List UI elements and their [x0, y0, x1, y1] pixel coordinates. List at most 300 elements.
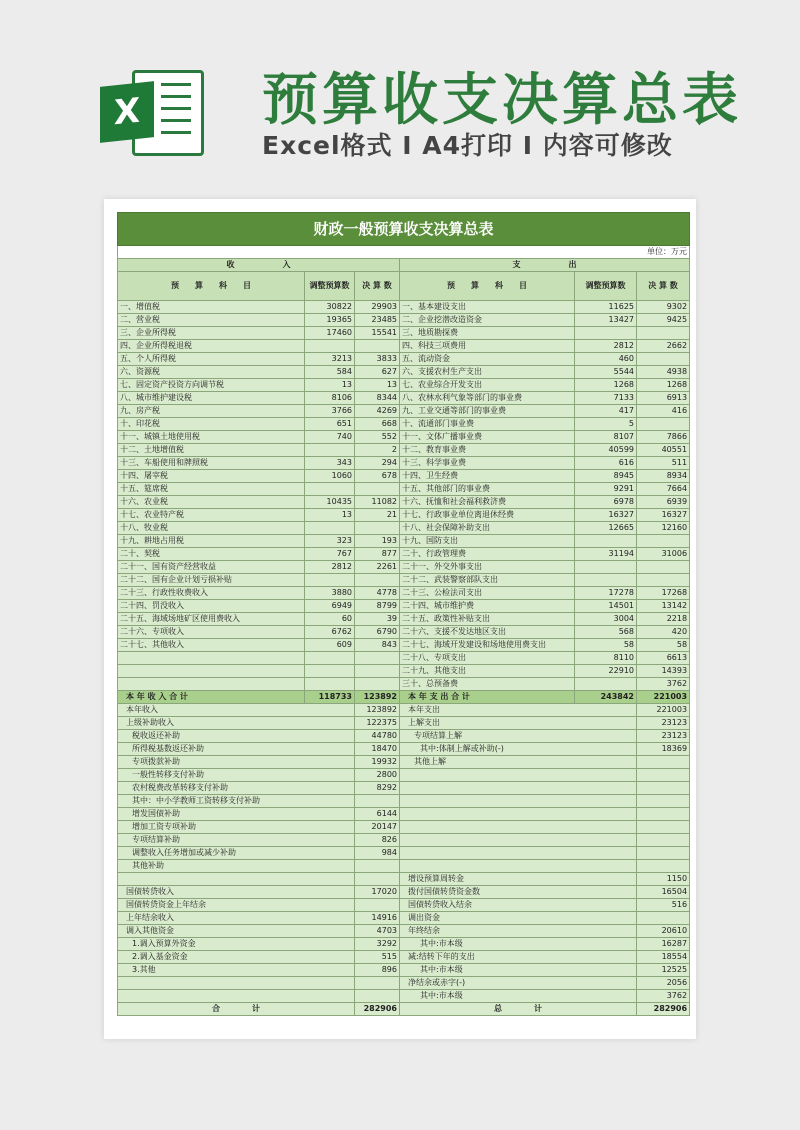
expense-amount: 20610 [637, 925, 690, 938]
expense-final: 1268 [637, 379, 690, 392]
income-item: 本年收入 [118, 704, 355, 717]
income-total-adjusted: 118733 [305, 691, 355, 704]
income-final: 877 [355, 548, 400, 561]
income-final: 8799 [355, 600, 400, 613]
expense-adjusted-header: 调整预算数 [575, 272, 637, 301]
expense-final: 31006 [637, 548, 690, 561]
income-item: 专项结算补助 [118, 834, 355, 847]
table-row [118, 522, 690, 535]
expense-subject: 十、流通部门事业费 [400, 418, 575, 431]
income-amount: 896 [355, 964, 400, 977]
table-row [118, 626, 690, 639]
expense-amount [637, 847, 690, 860]
table-row [118, 912, 690, 925]
table-row [118, 886, 690, 899]
expense-adjusted: 9291 [575, 483, 637, 496]
income-subject: 七、固定资产投资方向调节税 [118, 379, 305, 392]
expense-item [400, 808, 637, 821]
banner-subtitle: Excel格式 I A4打印 I 内容可修改 [262, 131, 673, 160]
expense-amount: 516 [637, 899, 690, 912]
income-subject [118, 652, 305, 665]
income-amount: 3292 [355, 938, 400, 951]
income-amount: 515 [355, 951, 400, 964]
income-item: 调入其他资金 [118, 925, 355, 938]
expense-final: 420 [637, 626, 690, 639]
expense-adjusted: 3004 [575, 613, 637, 626]
table-row [118, 314, 690, 327]
table-row [118, 951, 690, 964]
table-row [118, 431, 690, 444]
income-subject: 一、增值税 [118, 301, 305, 314]
income-grand-total: 282906 [355, 1003, 400, 1016]
expense-final-header: 决 算 数 [637, 272, 690, 301]
expense-amount: 221003 [637, 704, 690, 717]
expense-final: 6939 [637, 496, 690, 509]
income-amount: 123892 [355, 704, 400, 717]
income-item: 税收返还补助 [118, 730, 355, 743]
income-final [355, 678, 400, 691]
income-adjusted: 323 [305, 535, 355, 548]
budget-table-wrapper [117, 212, 689, 1016]
income-amount: 8292 [355, 782, 400, 795]
table-row [118, 938, 690, 951]
table-row [118, 379, 690, 392]
table-row [118, 639, 690, 652]
expense-amount [637, 795, 690, 808]
income-amount [355, 990, 400, 1003]
income-final [355, 665, 400, 678]
income-amount: 984 [355, 847, 400, 860]
income-subject: 十八、牧业税 [118, 522, 305, 535]
expense-final: 9302 [637, 301, 690, 314]
income-final: 39 [355, 613, 400, 626]
expense-item: 年终结余 [400, 925, 637, 938]
expense-final: 13142 [637, 600, 690, 613]
expense-subject: 三十、总预备费 [400, 678, 575, 691]
expense-adjusted [575, 327, 637, 340]
table-row [118, 899, 690, 912]
expense-item [400, 795, 637, 808]
expense-item: 其中:市本级 [400, 964, 637, 977]
income-final [355, 652, 400, 665]
expense-subject-header: 预 算 科 目 [400, 272, 575, 301]
table-row [118, 977, 690, 990]
expense-final: 58 [637, 639, 690, 652]
income-item: 1.调入预算外资金 [118, 938, 355, 951]
income-subject: 十四、屠宰税 [118, 470, 305, 483]
income-amount: 18470 [355, 743, 400, 756]
expense-final: 9425 [637, 314, 690, 327]
table-row [118, 665, 690, 678]
expense-adjusted [575, 561, 637, 574]
section-header-row [118, 259, 690, 272]
expense-adjusted [575, 678, 637, 691]
table-row [118, 652, 690, 665]
table-row [118, 509, 690, 522]
table-row [118, 483, 690, 496]
expense-subject: 二十四、城市维护费 [400, 600, 575, 613]
income-adjusted: 767 [305, 548, 355, 561]
income-adjusted: 30822 [305, 301, 355, 314]
income-amount [355, 860, 400, 873]
income-final: 678 [355, 470, 400, 483]
income-amount: 122375 [355, 717, 400, 730]
expense-amount: 2056 [637, 977, 690, 990]
expense-subject: 十四、卫生经费 [400, 470, 575, 483]
expense-grand-label: 总 计 [400, 1003, 637, 1016]
income-adjusted: 651 [305, 418, 355, 431]
banner-title: 预算收支决算总表 [262, 68, 742, 133]
income-final: 843 [355, 639, 400, 652]
expense-amount [637, 769, 690, 782]
income-amount: 20147 [355, 821, 400, 834]
income-adjusted [305, 483, 355, 496]
income-subject: 十二、土地增值税 [118, 444, 305, 457]
table-row [118, 925, 690, 938]
income-subject: 二十六、专项收入 [118, 626, 305, 639]
expense-final: 2218 [637, 613, 690, 626]
expense-amount [637, 834, 690, 847]
expense-item: 其中:体制上解或补助(-) [400, 743, 637, 756]
table-row [118, 847, 690, 860]
expense-amount: 1150 [637, 873, 690, 886]
expense-subject: 二十七、海域开发建设和场地使用费支出 [400, 639, 575, 652]
expense-subject: 二、企业挖潜改造资金 [400, 314, 575, 327]
expense-adjusted: 16327 [575, 509, 637, 522]
income-item [118, 977, 355, 990]
expense-subject: 八、农林水利气象等部门的事业费 [400, 392, 575, 405]
expense-adjusted: 14501 [575, 600, 637, 613]
income-final: 4778 [355, 587, 400, 600]
income-final: 6790 [355, 626, 400, 639]
table-row [118, 808, 690, 821]
expense-final: 6913 [637, 392, 690, 405]
income-subject: 十六、农业税 [118, 496, 305, 509]
table-row [118, 613, 690, 626]
expense-subject: 二十、行政管理费 [400, 548, 575, 561]
income-final [355, 483, 400, 496]
income-adjusted: 8106 [305, 392, 355, 405]
income-amount: 2800 [355, 769, 400, 782]
income-item: 国债转贷收入 [118, 886, 355, 899]
expense-adjusted: 5544 [575, 366, 637, 379]
income-final: 627 [355, 366, 400, 379]
income-adjusted [305, 678, 355, 691]
expense-item: 上解支出 [400, 717, 637, 730]
table-row [118, 873, 690, 886]
income-subject: 四、企业所得税退税 [118, 340, 305, 353]
income-adjusted: 2812 [305, 561, 355, 574]
table-row [118, 392, 690, 405]
income-adjusted: 10435 [305, 496, 355, 509]
income-total-label: 本 年 收 入 合 计 [118, 691, 305, 704]
expense-final [637, 574, 690, 587]
income-subject [118, 665, 305, 678]
banner [0, 0, 800, 190]
income-final-header: 决 算 数 [355, 272, 400, 301]
income-item [118, 873, 355, 886]
income-item: 增发国债补助 [118, 808, 355, 821]
expense-subject: 四、科技三项费用 [400, 340, 575, 353]
table-row [118, 470, 690, 483]
expense-item: 其他上解 [400, 756, 637, 769]
expense-final [637, 327, 690, 340]
table-row [118, 730, 690, 743]
income-final: 2 [355, 444, 400, 457]
expense-adjusted: 58 [575, 639, 637, 652]
income-final: 294 [355, 457, 400, 470]
expense-item [400, 860, 637, 873]
income-final: 2261 [355, 561, 400, 574]
income-item: 调整收入任务增加或减少补助 [118, 847, 355, 860]
table-row [118, 587, 690, 600]
income-subject: 二十一、国有资产经营收益 [118, 561, 305, 574]
income-adjusted: 6762 [305, 626, 355, 639]
expense-subject: 十五、其他部门的事业费 [400, 483, 575, 496]
table-row [118, 327, 690, 340]
expense-amount [637, 821, 690, 834]
income-item: 其他补助 [118, 860, 355, 873]
income-adjusted: 584 [305, 366, 355, 379]
income-item: 一般性转移支付补助 [118, 769, 355, 782]
income-subject: 十一、城镇土地使用税 [118, 431, 305, 444]
expense-subject: 二十二、武装警察部队支出 [400, 574, 575, 587]
expense-final: 7664 [637, 483, 690, 496]
income-final: 23485 [355, 314, 400, 327]
expense-subject: 二十一、外交外事支出 [400, 561, 575, 574]
income-total-final: 123892 [355, 691, 400, 704]
expense-amount: 23123 [637, 730, 690, 743]
income-final: 21 [355, 509, 400, 522]
income-final: 13 [355, 379, 400, 392]
budget-table [117, 212, 690, 1016]
income-adjusted [305, 652, 355, 665]
expense-final [637, 561, 690, 574]
income-adjusted: 740 [305, 431, 355, 444]
expense-item [400, 782, 637, 795]
expense-adjusted: 8945 [575, 470, 637, 483]
expense-amount [637, 808, 690, 821]
table-row [118, 769, 690, 782]
income-final [355, 522, 400, 535]
income-item: 农村税费改革转移支付补助 [118, 782, 355, 795]
income-adjusted [305, 522, 355, 535]
table-row [118, 743, 690, 756]
expense-item: 本年支出 [400, 704, 637, 717]
expense-final: 17268 [637, 587, 690, 600]
income-item: 所得税基数返还补助 [118, 743, 355, 756]
income-adjusted [305, 574, 355, 587]
expense-amount [637, 912, 690, 925]
expense-adjusted: 5 [575, 418, 637, 431]
income-adjusted: 13 [305, 509, 355, 522]
income-subject: 六、资源税 [118, 366, 305, 379]
income-amount [355, 977, 400, 990]
expense-adjusted: 8110 [575, 652, 637, 665]
income-item: 增加工资专项补助 [118, 821, 355, 834]
expense-amount: 16287 [637, 938, 690, 951]
income-item: 上年结余收入 [118, 912, 355, 925]
income-item: 2.调入基金资金 [118, 951, 355, 964]
income-amount [355, 795, 400, 808]
income-final: 8344 [355, 392, 400, 405]
income-subject: 二、营业税 [118, 314, 305, 327]
expense-final: 12160 [637, 522, 690, 535]
expense-adjusted: 22910 [575, 665, 637, 678]
expense-final [637, 353, 690, 366]
expense-amount [637, 860, 690, 873]
table-row [118, 457, 690, 470]
income-adjusted: 60 [305, 613, 355, 626]
column-header-row [118, 272, 690, 301]
expense-item [400, 847, 637, 860]
income-adjusted: 13 [305, 379, 355, 392]
expense-subject: 二十八、专项支出 [400, 652, 575, 665]
income-final: 668 [355, 418, 400, 431]
table-row [118, 990, 690, 1003]
expense-item: 其中:市本级 [400, 938, 637, 951]
table-row [118, 964, 690, 977]
income-adjusted: 17460 [305, 327, 355, 340]
expense-adjusted: 8107 [575, 431, 637, 444]
income-final: 193 [355, 535, 400, 548]
income-subject: 十七、农业特产税 [118, 509, 305, 522]
expense-total-label: 本 年 支 出 合 计 [400, 691, 575, 704]
expense-subject: 二十三、公检法司支出 [400, 587, 575, 600]
expense-final: 3762 [637, 678, 690, 691]
income-final: 29903 [355, 301, 400, 314]
expense-subject: 二十五、政策性补贴支出 [400, 613, 575, 626]
income-subject: 二十四、罚没收入 [118, 600, 305, 613]
expense-amount: 18554 [637, 951, 690, 964]
income-subject: 十九、耕地占用税 [118, 535, 305, 548]
expense-item: 专项结算上解 [400, 730, 637, 743]
table-row [118, 834, 690, 847]
income-adjusted [305, 444, 355, 457]
excel-logo-icon [100, 62, 206, 158]
table-title: 财政一般预算收支决算总表 [118, 213, 690, 246]
income-adjusted: 609 [305, 639, 355, 652]
income-final: 15541 [355, 327, 400, 340]
income-amount: 6144 [355, 808, 400, 821]
expense-item: 增设预算周转金 [400, 873, 637, 886]
expense-adjusted: 11625 [575, 301, 637, 314]
expense-item: 净结余或赤字(-) [400, 977, 637, 990]
expense-final [637, 535, 690, 548]
expense-final: 2662 [637, 340, 690, 353]
table-row [118, 418, 690, 431]
expense-subject: 十六、抚恤和社会福利救济费 [400, 496, 575, 509]
expense-adjusted: 31194 [575, 548, 637, 561]
expense-amount: 3762 [637, 990, 690, 1003]
income-subject: 十、印花税 [118, 418, 305, 431]
expense-subject: 二十九、其他支出 [400, 665, 575, 678]
income-adjusted: 343 [305, 457, 355, 470]
expense-adjusted: 417 [575, 405, 637, 418]
income-subject: 二十七、其他收入 [118, 639, 305, 652]
expense-item: 减:结转下年的支出 [400, 951, 637, 964]
table-row [118, 548, 690, 561]
expense-adjusted: 1268 [575, 379, 637, 392]
total-row [118, 691, 690, 704]
income-amount [355, 899, 400, 912]
income-amount: 826 [355, 834, 400, 847]
income-subject: 八、城市维护建设税 [118, 392, 305, 405]
income-item [118, 990, 355, 1003]
income-amount: 19932 [355, 756, 400, 769]
income-adjusted: 19365 [305, 314, 355, 327]
expense-item: 调出资金 [400, 912, 637, 925]
income-subject: 二十二、国有企业计划亏损补贴 [118, 574, 305, 587]
expense-final: 416 [637, 405, 690, 418]
unit-row [118, 246, 690, 259]
income-adjusted: 6949 [305, 600, 355, 613]
expense-item: 国债转贷收入结余 [400, 899, 637, 912]
table-row [118, 301, 690, 314]
expense-subject: 十一、文体广播事业费 [400, 431, 575, 444]
grand-total-row [118, 1003, 690, 1016]
income-final: 11082 [355, 496, 400, 509]
table-row [118, 561, 690, 574]
expense-item [400, 821, 637, 834]
income-item: 上级补助收入 [118, 717, 355, 730]
income-header: 收 入 [118, 259, 400, 272]
table-row [118, 574, 690, 587]
table-row [118, 717, 690, 730]
income-subject: 五、个人所得税 [118, 353, 305, 366]
income-subject: 三、企业所得税 [118, 327, 305, 340]
expense-subject: 二十六、支援不发达地区支出 [400, 626, 575, 639]
income-subject: 十五、筵席税 [118, 483, 305, 496]
income-item: 3.其他 [118, 964, 355, 977]
expense-adjusted: 40599 [575, 444, 637, 457]
table-row [118, 756, 690, 769]
expense-subject: 一、基本建设支出 [400, 301, 575, 314]
income-subject: 二十、契税 [118, 548, 305, 561]
expense-adjusted: 460 [575, 353, 637, 366]
expense-adjusted: 6978 [575, 496, 637, 509]
table-row [118, 353, 690, 366]
table-row [118, 340, 690, 353]
expense-final: 7866 [637, 431, 690, 444]
income-adjusted-header: 调整预算数 [305, 272, 355, 301]
unit-label: 单位：万元 [118, 246, 690, 259]
income-final: 4269 [355, 405, 400, 418]
table-row [118, 366, 690, 379]
expense-amount [637, 782, 690, 795]
table-row [118, 821, 690, 834]
income-amount: 44780 [355, 730, 400, 743]
expense-subject: 六、支援农村生产支出 [400, 366, 575, 379]
income-amount: 17020 [355, 886, 400, 899]
income-subject: 二十三、行政性收费收入 [118, 587, 305, 600]
expense-subject: 五、流动资金 [400, 353, 575, 366]
expense-amount: 12525 [637, 964, 690, 977]
expense-subject: 十九、国防支出 [400, 535, 575, 548]
expense-subject: 十八、社会保障补助支出 [400, 522, 575, 535]
expense-subject: 十三、科学事业费 [400, 457, 575, 470]
expense-final [637, 418, 690, 431]
expense-adjusted [575, 535, 637, 548]
table-row [118, 405, 690, 418]
income-item: 专项拨款补助 [118, 756, 355, 769]
expense-final: 511 [637, 457, 690, 470]
expense-final: 16327 [637, 509, 690, 522]
expense-subject: 七、农业综合开发支出 [400, 379, 575, 392]
spreadsheet-page [104, 199, 696, 1039]
expense-adjusted: 2812 [575, 340, 637, 353]
expense-adjusted: 12665 [575, 522, 637, 535]
